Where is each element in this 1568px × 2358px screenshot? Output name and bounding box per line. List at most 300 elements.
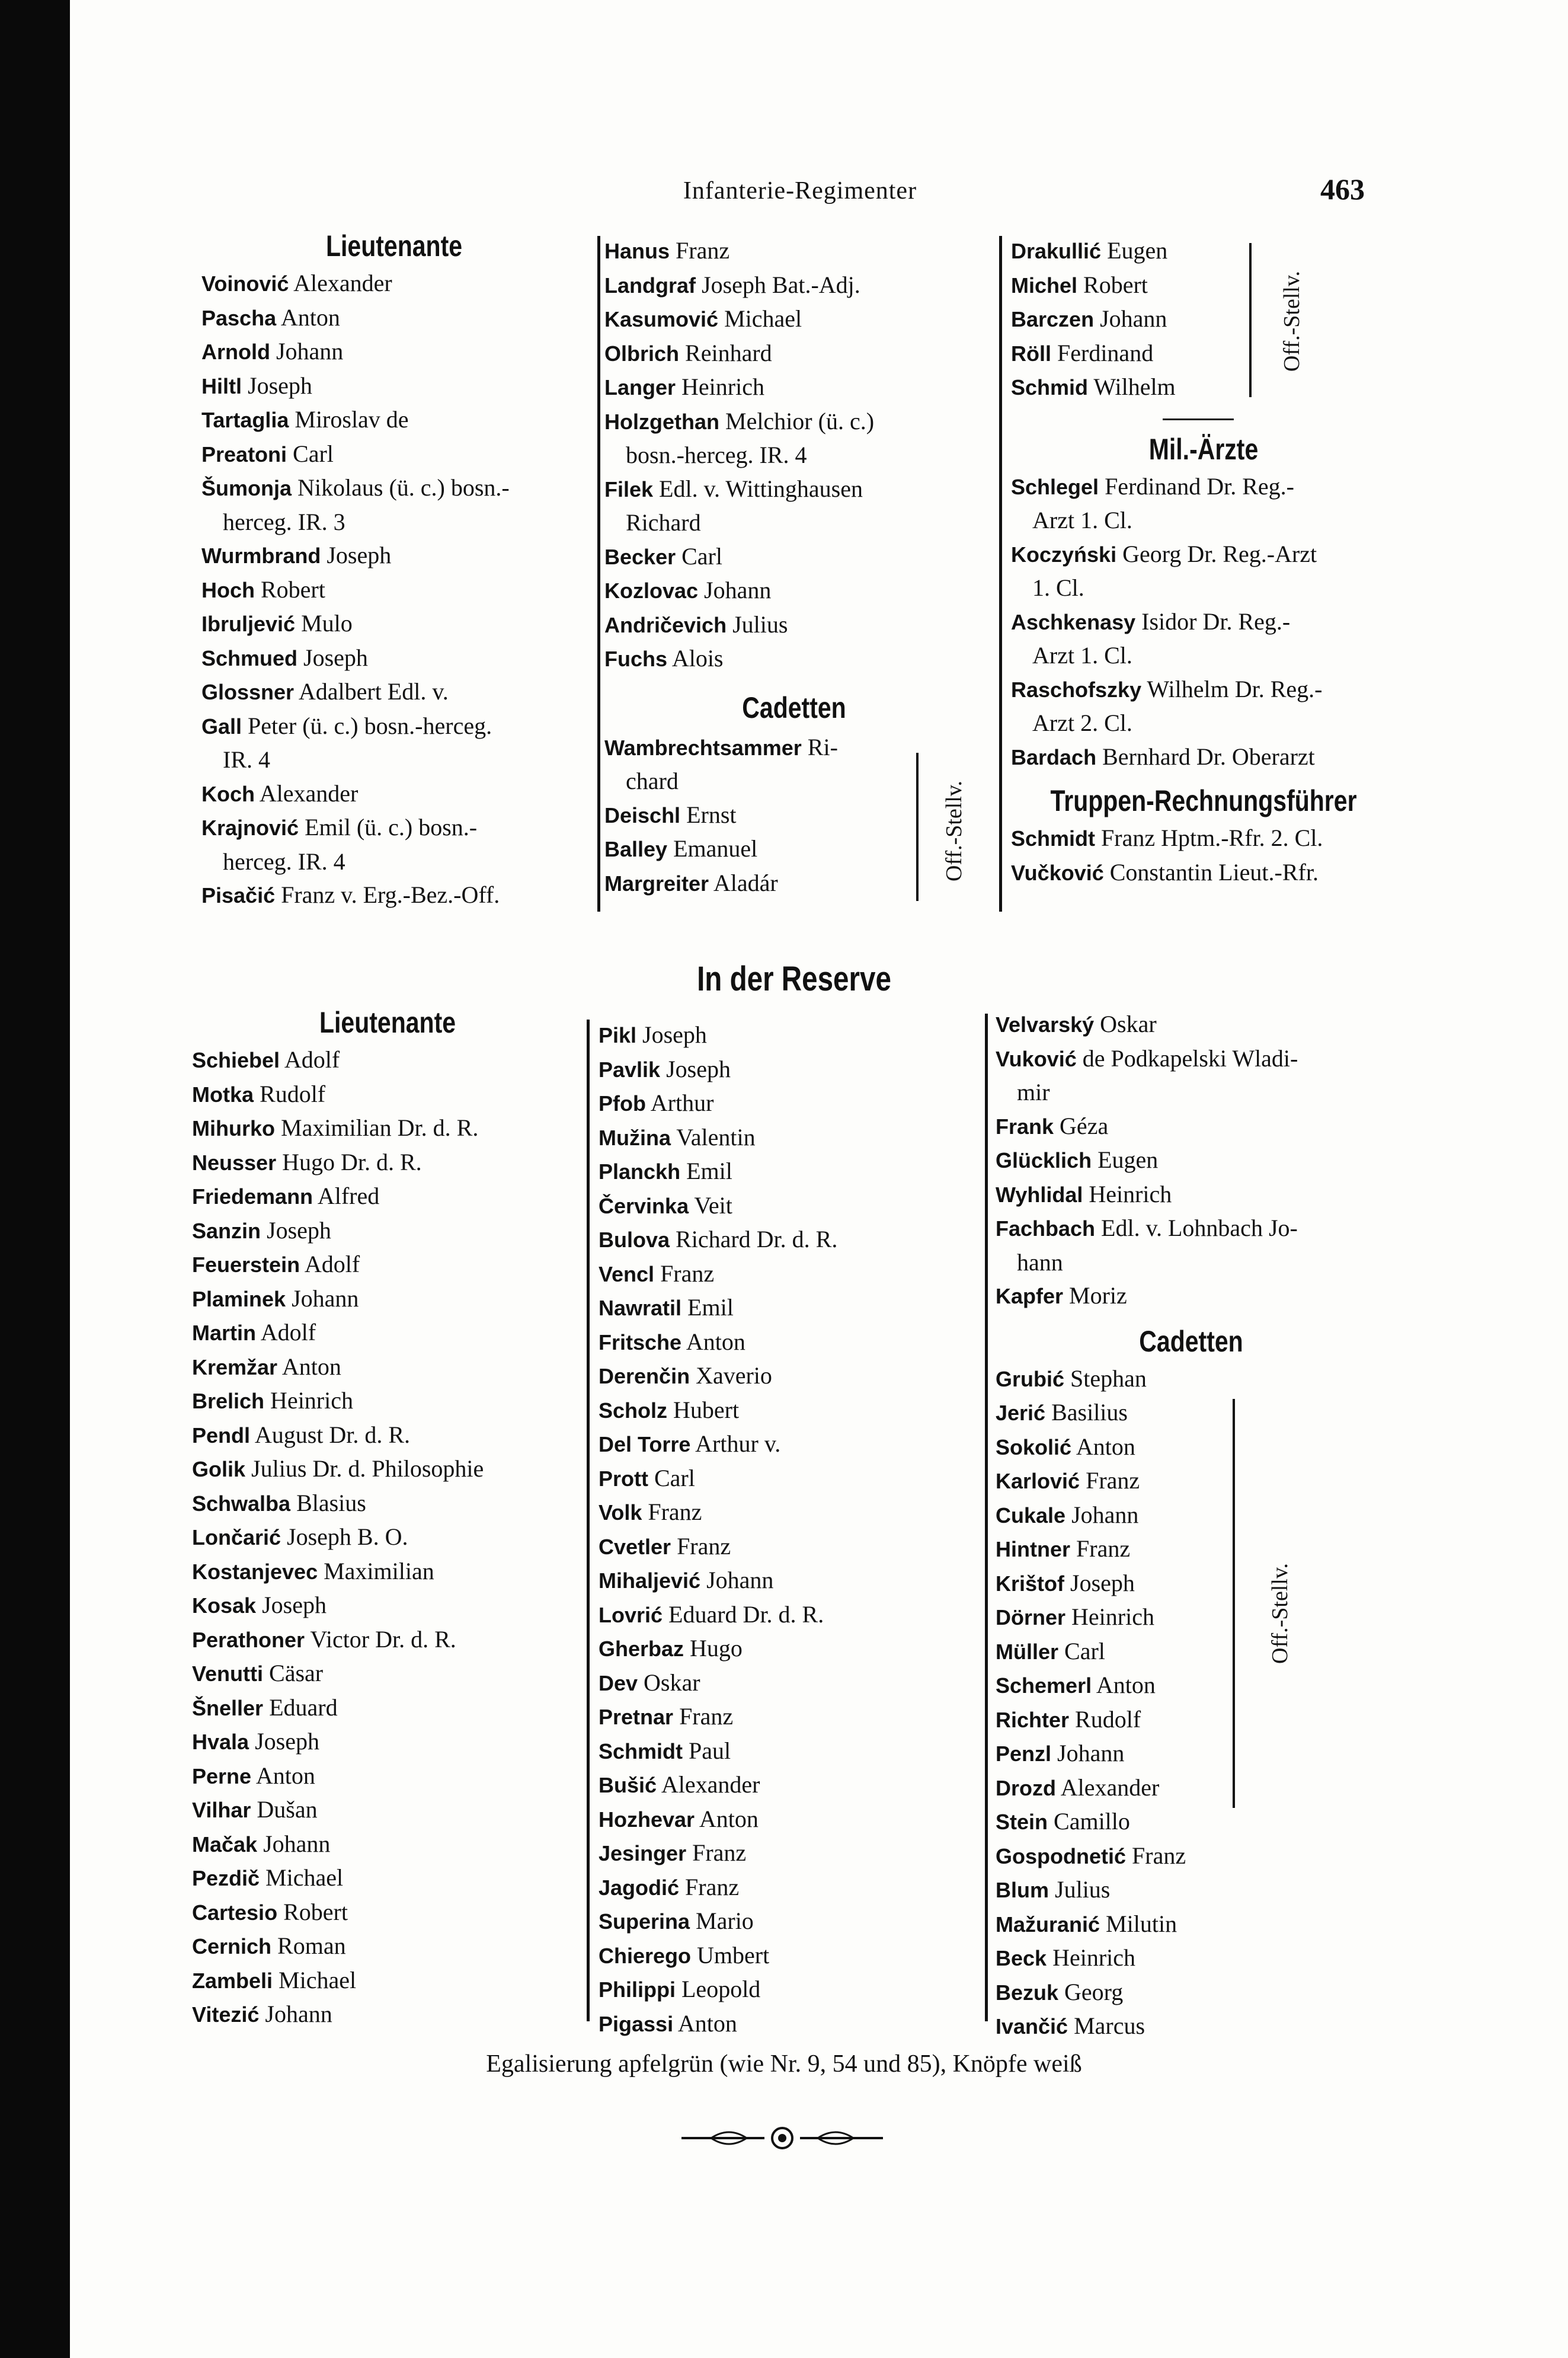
entry-row xyxy=(201,607,587,641)
entry-row xyxy=(1011,269,1396,303)
entry-detail: Xaverio xyxy=(696,1362,772,1389)
entry-detail: Adolf xyxy=(284,1046,340,1073)
entry-row xyxy=(996,1430,1387,1465)
entry-detail: Alfred xyxy=(317,1183,380,1209)
entry-row xyxy=(996,1110,1387,1144)
entry-surname: Fachbach xyxy=(996,1216,1096,1241)
entry-surname: Landgraf xyxy=(604,273,696,298)
entry-surname: Pisačić xyxy=(201,883,276,908)
entry-detail: Franz xyxy=(648,1498,702,1525)
entry-row xyxy=(1011,822,1396,856)
entry-row xyxy=(192,1998,583,2032)
entry-detail: Carl xyxy=(681,542,722,570)
entry-detail: Franz Hptm.-Rfr. 2. Cl. xyxy=(1101,825,1323,851)
entry-detail: Roman xyxy=(277,1932,346,1959)
entry-row xyxy=(599,1223,966,1257)
entry-row xyxy=(996,1212,1387,1246)
entry-detail: Melchior (ü. c.) xyxy=(725,407,875,434)
entry-surname: Becker xyxy=(604,544,676,569)
entry-surname: Mihurko xyxy=(192,1116,275,1140)
entry-detail: Miroslav de xyxy=(295,406,409,433)
column-divider xyxy=(999,236,1002,912)
entry-row xyxy=(604,269,984,303)
entry-detail: Bernhard Dr. Oberarzt xyxy=(1102,743,1315,770)
entry-row xyxy=(996,1839,1387,1874)
entry-surname: Michel xyxy=(1011,273,1078,298)
entry-row xyxy=(1011,856,1396,890)
entry-surname: Velvarský xyxy=(996,1012,1095,1037)
entry-continuation: herceg. IR. 4 xyxy=(223,848,345,875)
entry-row xyxy=(996,1669,1387,1703)
entry-row xyxy=(599,1053,966,1087)
entry-surname: Hiltl xyxy=(201,373,242,398)
entry-row xyxy=(201,777,587,811)
entry-row xyxy=(192,1623,583,1657)
entry-row xyxy=(599,1598,966,1632)
entry-surname: Krištof xyxy=(996,1571,1064,1596)
entry-detail: Julius Dr. d. Philosophie xyxy=(251,1455,484,1482)
entry-list xyxy=(599,1018,966,2041)
entry-detail: Cäsar xyxy=(269,1660,324,1686)
entry-continuation: Richard xyxy=(626,509,701,536)
entry-detail: Peter (ü. c.) bosn.-herceg. xyxy=(248,712,492,739)
entry-row xyxy=(599,1496,966,1530)
entry-detail: Franz xyxy=(1132,1842,1186,1869)
entry-surname: Fuchs xyxy=(604,647,668,671)
section-heading-rechnungsfuehrer: Truppen-Rechnungsführer xyxy=(1050,784,1357,817)
entry-detail: August Dr. d. R. xyxy=(254,1421,411,1448)
entry-detail: Robert xyxy=(261,576,325,603)
entry-surname: Vuković xyxy=(996,1046,1077,1071)
entry-detail: Franz v. Erg.-Bez.-Off. xyxy=(281,881,500,908)
entry-list xyxy=(201,267,587,913)
bracket-line xyxy=(1249,243,1252,397)
entry-row xyxy=(996,1976,1387,2010)
entry-detail: Anton xyxy=(686,1328,745,1355)
entry-row xyxy=(192,1180,583,1214)
entry-row xyxy=(201,675,587,710)
entry-detail: Rudolf xyxy=(260,1080,326,1107)
entry-row xyxy=(604,370,984,405)
entry-continuation: chard xyxy=(626,768,679,794)
entry-row xyxy=(996,1567,1387,1601)
entry-continuation: hann xyxy=(1017,1248,1063,1276)
entry-detail: Anton xyxy=(699,1805,759,1832)
entry-detail: Umbert xyxy=(697,1941,770,1969)
entry-row xyxy=(996,1771,1387,1806)
entry-detail: Marcus xyxy=(1074,2012,1145,2039)
entry-row xyxy=(1011,673,1396,707)
entry-surname: Friedemann xyxy=(192,1184,313,1209)
running-head: Infanterie-Regimenter xyxy=(683,177,917,205)
entry-surname: Margreiter xyxy=(604,871,709,896)
entry-row xyxy=(599,1121,966,1155)
bracket-label-off-stellv: Off.-Stellv. xyxy=(1279,271,1304,372)
entry-row xyxy=(201,267,587,301)
entry-detail: Michael xyxy=(724,305,802,332)
entry-surname: Dörner xyxy=(996,1605,1066,1629)
entry-row xyxy=(599,1394,966,1428)
entry-detail: Richard Dr. d. R. xyxy=(676,1226,838,1253)
entry-row xyxy=(604,798,984,833)
entry-surname: Schlegel xyxy=(1011,474,1099,499)
bracket-line xyxy=(916,753,919,901)
entry-surname: Vitezić xyxy=(192,2002,260,2027)
entry-row xyxy=(604,832,984,867)
entry-detail: Mario xyxy=(696,1908,754,1934)
entry-row xyxy=(604,540,984,574)
entry-row xyxy=(192,1316,583,1350)
entry-row xyxy=(604,405,984,439)
entry-surname: Beck xyxy=(996,1946,1047,1970)
entry-detail: Mulo xyxy=(301,610,353,637)
entry-list xyxy=(1011,234,1396,405)
entry-surname: Perathoner xyxy=(192,1627,305,1652)
entry-row xyxy=(604,234,984,269)
entry-surname: Wurmbrand xyxy=(201,544,321,568)
entry-detail: Anton xyxy=(1076,1433,1135,1460)
reserve-heading-wrap xyxy=(616,954,972,1004)
entry-surname: Karlović xyxy=(996,1469,1080,1493)
entry-surname: Bušić xyxy=(599,1773,657,1797)
entry-detail: Arthur xyxy=(650,1089,714,1116)
entry-detail: Franz xyxy=(692,1839,747,1866)
entry-surname: Kostanjevec xyxy=(192,1559,318,1584)
entry-surname: Gherbaz xyxy=(599,1637,684,1661)
section-heading-reserve: In der Reserve xyxy=(697,960,891,998)
entry-surname: Jesinger xyxy=(599,1841,687,1865)
entry-surname: Martin xyxy=(192,1321,256,1345)
entry-row xyxy=(599,1939,966,1973)
entry-list xyxy=(996,1008,1387,1314)
entry-surname: Cvetler xyxy=(599,1534,671,1559)
entry-row xyxy=(996,1279,1387,1314)
entry-detail: Joseph xyxy=(327,542,392,568)
entry-row xyxy=(996,1396,1387,1430)
entry-detail: Johann xyxy=(1071,1501,1139,1528)
entry-detail: Anton xyxy=(281,1353,341,1380)
entry-surname: Zambeli xyxy=(192,1968,273,1993)
entry-surname: Mažuranić xyxy=(996,1912,1100,1937)
reserve-column-1 xyxy=(192,1002,583,2032)
entry-row xyxy=(192,1793,583,1827)
entry-row xyxy=(996,1498,1387,1533)
entry-surname: Derenčin xyxy=(599,1364,690,1388)
entry-surname: Pezdič xyxy=(192,1866,260,1890)
entry-detail: Ri- xyxy=(807,733,838,761)
entry-row xyxy=(599,1666,966,1701)
entry-detail: Franz xyxy=(1086,1467,1140,1494)
entry-detail: Robert xyxy=(283,1898,348,1925)
entry-surname: Perne xyxy=(192,1763,252,1788)
entry-detail: Emil xyxy=(686,1158,732,1184)
entry-detail: Joseph xyxy=(303,644,368,671)
entry-detail: Heinrich xyxy=(270,1387,353,1414)
entry-detail: Blasius xyxy=(296,1489,366,1516)
entry-surname: Krajnović xyxy=(201,816,299,840)
entry-surname: Mihaljević xyxy=(599,1568,701,1593)
section-heading-lieutenante: Lieutenante xyxy=(319,1006,456,1039)
entry-row xyxy=(201,335,587,369)
entry-surname: Mužina xyxy=(599,1125,671,1150)
entry-detail: Adalbert Edl. v. xyxy=(298,678,449,705)
entry-surname: Motka xyxy=(192,1082,254,1107)
entry-detail: Joseph xyxy=(267,1216,331,1244)
entry-surname: Koch xyxy=(201,781,255,806)
entry-detail: Ernst xyxy=(686,801,737,828)
entry-detail: Hubert xyxy=(673,1396,740,1423)
entry-surname: Ibruljević xyxy=(201,612,296,636)
entry-surname: Kremžar xyxy=(192,1354,278,1379)
entry-row xyxy=(599,1359,966,1394)
entry-detail: Moriz xyxy=(1069,1282,1127,1309)
entry-row xyxy=(604,608,984,643)
entry-surname: Glossner xyxy=(201,680,295,704)
entry-row xyxy=(599,1836,966,1871)
entry-detail: Adolf xyxy=(304,1251,360,1277)
entry-surname: Schwalba xyxy=(192,1491,291,1516)
active-column-1 xyxy=(201,225,587,913)
entry-row xyxy=(192,1589,583,1623)
entry-row xyxy=(201,811,587,845)
entry-detail: Constantin Lieut.-Rfr. xyxy=(1109,858,1319,886)
entry-detail: Isidor Dr. Reg.- xyxy=(1141,608,1291,635)
entry-surname: Del Torre xyxy=(599,1432,691,1456)
entry-detail: Alois xyxy=(671,645,724,672)
entry-detail: Heinrich xyxy=(681,373,764,400)
entry-surname: Pfob xyxy=(599,1091,646,1116)
entry-row xyxy=(599,1871,966,1905)
entry-row xyxy=(201,369,587,404)
entry-row xyxy=(192,1418,583,1453)
footer-note: Egalisierung apfelgrün (wie Nr. 9, 54 und 85), Knöpfe weiß xyxy=(486,2050,1082,2078)
entry-row xyxy=(201,641,587,676)
entry-surname: Philippi xyxy=(599,1977,676,2002)
entry-detail: Anton xyxy=(255,1762,315,1789)
entry-surname: Gospodnetić xyxy=(996,1843,1127,1868)
entry-surname: Olbrich xyxy=(604,341,680,366)
entry-detail: Joseph xyxy=(642,1021,707,1048)
entry-row xyxy=(192,1657,583,1691)
entry-detail: Anton xyxy=(677,2009,737,2037)
entry-detail: Georg Dr. Reg.-Arzt xyxy=(1122,540,1317,567)
entry-detail: Valentin xyxy=(676,1123,756,1151)
entry-row xyxy=(996,1178,1387,1212)
entry-surname: Golik xyxy=(192,1457,246,1481)
active-column-3 xyxy=(1011,234,1396,890)
entry-detail: Johann xyxy=(706,1567,774,1593)
entry-row xyxy=(1011,234,1396,269)
entry-row xyxy=(604,337,984,371)
entry-surname: Aschkenasy xyxy=(1011,609,1136,634)
entry-row xyxy=(996,1143,1387,1178)
entry-surname: Schemerl xyxy=(996,1673,1092,1698)
section-heading-cadetten: Cadetten xyxy=(742,691,846,724)
entry-row xyxy=(192,1555,583,1589)
entry-surname: Plaminek xyxy=(192,1286,286,1311)
entry-detail: Veit xyxy=(694,1191,732,1219)
section-heading-lieutenante: Lieutenante xyxy=(325,229,463,263)
entry-row xyxy=(599,2007,966,2041)
entry-row xyxy=(599,1803,966,1837)
entry-detail: Joseph B. O. xyxy=(287,1523,408,1550)
entry-row xyxy=(604,867,984,901)
bracket-label-off-stellv: Off.-Stellv. xyxy=(942,781,967,881)
entry-row xyxy=(192,1725,583,1759)
entry-row xyxy=(996,1464,1387,1498)
entry-row xyxy=(192,1078,583,1112)
entry-detail: Rudolf xyxy=(1075,1705,1141,1733)
entry-surname: Pascha xyxy=(201,305,277,330)
entry-row xyxy=(1011,538,1396,572)
entry-row xyxy=(192,1111,583,1146)
entry-detail: Carl xyxy=(654,1464,695,1491)
section-heading-mil-aerzte: Mil.-Ärzte xyxy=(1148,432,1259,466)
entry-detail: Alexander xyxy=(293,270,392,296)
entry-row xyxy=(599,1564,966,1598)
entry-surname: Drakullić xyxy=(1011,239,1102,263)
entry-row xyxy=(996,1600,1387,1635)
entry-surname: Richter xyxy=(996,1707,1070,1732)
entry-row xyxy=(996,1532,1387,1567)
entry-surname: Mačak xyxy=(192,1832,258,1857)
entry-surname: Drozd xyxy=(996,1775,1056,1800)
entry-surname: Hozhevar xyxy=(599,1807,695,1832)
entry-row xyxy=(201,573,587,608)
entry-surname: Feuerstein xyxy=(192,1253,300,1277)
entry-surname: Sokolić xyxy=(996,1434,1072,1459)
entry-row xyxy=(201,301,587,336)
entry-row xyxy=(604,574,984,608)
entry-surname: Bezuk xyxy=(996,1980,1059,2005)
entry-surname: Wyhlidal xyxy=(996,1182,1083,1207)
entry-row xyxy=(996,1008,1387,1042)
entry-detail: Géza xyxy=(1060,1112,1109,1139)
column-divider xyxy=(985,1014,988,2021)
entry-detail: Adolf xyxy=(260,1319,316,1346)
entry-surname: Nawratil xyxy=(599,1296,682,1320)
entry-surname: Pretnar xyxy=(599,1705,674,1729)
entry-row xyxy=(996,1908,1387,1942)
entry-row xyxy=(996,1042,1387,1076)
entry-row xyxy=(192,1214,583,1248)
entry-row xyxy=(1011,370,1396,405)
entry-surname: Fritsche xyxy=(599,1330,682,1354)
entry-surname: Hoch xyxy=(201,577,255,602)
reserve-column-2 xyxy=(599,1018,966,2041)
entry-detail: Emanuel xyxy=(673,835,758,862)
entry-surname: Červinka xyxy=(599,1193,689,1218)
entry-row xyxy=(201,878,587,913)
entry-surname: Voinović xyxy=(201,271,289,296)
entry-continuation: 1. Cl. xyxy=(1032,574,1084,601)
entry-surname: Sanzin xyxy=(192,1218,261,1243)
entry-row xyxy=(599,1905,966,1939)
entry-row xyxy=(1011,740,1396,775)
entry-row xyxy=(599,1257,966,1292)
entry-detail: Wilhelm Dr. Reg.- xyxy=(1147,675,1323,702)
entry-row xyxy=(996,1737,1387,1771)
entry-surname: Röll xyxy=(1011,341,1051,366)
entry-surname: Raschofszky xyxy=(1011,677,1142,702)
entry-row xyxy=(599,1973,966,2007)
entry-detail: Johann xyxy=(704,577,772,603)
entry-surname: Pavlik xyxy=(599,1057,661,1082)
entry-surname: Langer xyxy=(604,375,676,400)
entry-detail: Franz xyxy=(1076,1535,1131,1562)
entry-surname: Lončarić xyxy=(192,1525,281,1549)
entry-row xyxy=(996,1635,1387,1669)
entry-row xyxy=(604,731,984,765)
entry-continuation: Arzt 1. Cl. xyxy=(1032,642,1132,669)
entry-surname: Cartesio xyxy=(192,1900,278,1925)
entry-surname: Schmidt xyxy=(1011,826,1096,851)
entry-surname: Dev xyxy=(599,1670,638,1695)
entry-detail: Johann xyxy=(276,338,344,365)
entry-continuation: Arzt 2. Cl. xyxy=(1032,710,1132,736)
entry-surname: Hintner xyxy=(996,1537,1070,1561)
entry-surname: Holzgethan xyxy=(604,409,719,434)
entry-detail: Heinrich xyxy=(1071,1603,1154,1630)
entry-surname: Jagodić xyxy=(599,1875,680,1900)
entry-detail: Heinrich xyxy=(1089,1180,1172,1207)
entry-detail: Joseph xyxy=(262,1592,327,1618)
entry-row xyxy=(192,1146,583,1180)
entry-detail: Franz xyxy=(679,1703,734,1730)
entry-surname: Andričevich xyxy=(604,612,727,637)
entry-detail: Anton xyxy=(1096,1672,1156,1698)
entry-row xyxy=(1011,605,1396,640)
entry-list xyxy=(1011,822,1396,890)
entry-row xyxy=(996,1941,1387,1976)
entry-detail: Victor Dr. d. R. xyxy=(310,1625,456,1653)
entry-detail: Joseph Bat.-Adj. xyxy=(702,271,860,298)
entry-detail: Basilius xyxy=(1051,1399,1128,1426)
entry-row xyxy=(192,1964,583,1998)
entry-row xyxy=(192,1861,583,1896)
entry-row xyxy=(599,1189,966,1223)
entry-row xyxy=(192,1759,583,1794)
entry-surname: Gall xyxy=(201,714,242,739)
entry-row xyxy=(192,1043,583,1078)
entry-surname: Lovrić xyxy=(599,1602,663,1627)
entry-surname: Preatoni xyxy=(201,442,287,467)
entry-detail: Emil xyxy=(687,1294,734,1321)
entry-detail: Carl xyxy=(293,440,334,467)
entry-row xyxy=(192,1691,583,1726)
entry-surname: Tartaglia xyxy=(201,408,289,432)
entry-list xyxy=(604,234,984,676)
entry-surname: Wambrechtsammer xyxy=(604,735,802,760)
entry-detail: Eduard Dr. d. R. xyxy=(668,1600,824,1628)
entry-detail: Wilhelm xyxy=(1093,373,1176,400)
entry-row xyxy=(599,1700,966,1734)
entry-detail: Emil (ü. c.) bosn.- xyxy=(305,814,478,841)
entry-surname: Bardach xyxy=(1011,745,1097,769)
ornament-icon xyxy=(676,2123,889,2153)
entry-detail: Oskar xyxy=(644,1669,700,1696)
entry-row xyxy=(201,471,587,506)
entry-row xyxy=(599,1768,966,1803)
entry-detail: Michael xyxy=(279,1966,357,1993)
entry-surname: Barczen xyxy=(1011,307,1095,331)
column-divider xyxy=(597,236,600,912)
entry-detail: Joseph xyxy=(666,1055,731,1082)
entry-detail: Maximilian Dr. d. R. xyxy=(281,1114,479,1141)
entry-row xyxy=(192,1384,583,1418)
entry-surname: Cukale xyxy=(996,1503,1066,1528)
entry-surname: Šumonja xyxy=(201,476,292,500)
